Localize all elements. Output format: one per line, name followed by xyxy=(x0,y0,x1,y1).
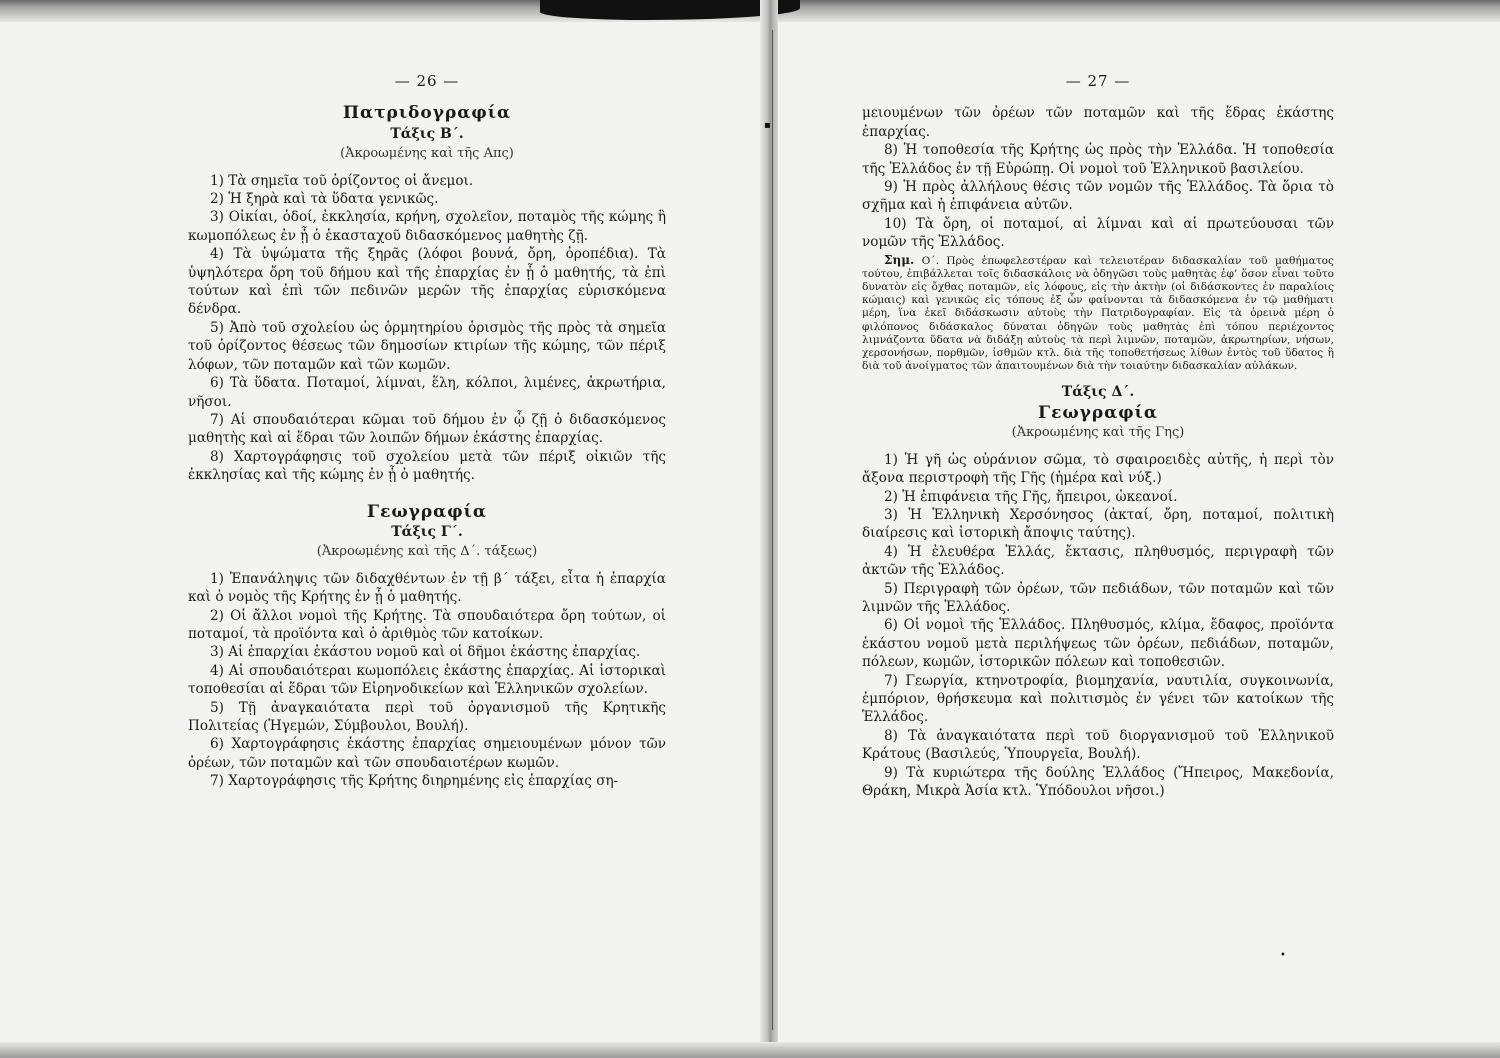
list-item: 3) Οἰκίαι, ὁδοί, ἐκκλησία, κρήνη, σχολεῖον, ποταμὸς τῆς κώμης ἢ κωμοπόλεως ἐν ᾗ ὁ ἑκασταχοῦ διδασκόμενος μαθητὴς ζῇ. xyxy=(188,209,666,244)
section-title-geografia: Γεωγραφία xyxy=(367,501,487,522)
continued-text: μειουμένων τῶν ὀρέων τῶν ποταμῶν καὶ τῆς ἕδρας ἑκάστης ἐπαρχίας. xyxy=(862,105,1334,140)
list-item: 2) Ἡ ξηρὰ καὶ τὰ ὕδατα γενικῶς. xyxy=(210,191,439,208)
section-title-patridografia: Πατριδογραφία xyxy=(342,103,512,124)
list-item: 1) Τὰ σημεῖα τοῦ ὁρίζοντος οἱ ἄνεμοι. xyxy=(210,172,474,189)
list-item: 2) Οἱ ἄλλοι νομοὶ τῆς Κρήτης. Τὰ σπουδαιότερα ὄρη τούτων, οἱ ποταμοί, τὰ προϊόντα καὶ ὁ ἀριθμὸς τῶν κατοίκων. xyxy=(188,607,666,642)
list-item: 7) Αἱ σπουδαιότεραι κῶμαι τοῦ δήμου ἐν ᾧ ζῇ ὁ διδασκόμενος μαθητὴς καὶ αἱ ἕδραι τῶν λοιπῶν δήμων ἑκάστης ἐπαρχίας. xyxy=(188,411,666,447)
list-item: 4) Ἡ ἐλευθέρα Ἑλλάς, ἔκτασις, πληθυσμός, περιγραφὴ τῶν ἀκτῶν τῆς Ἑλλάδος. xyxy=(862,543,1334,579)
section-subtitle: (Ἀκροωμένης καὶ τῆς Γης) xyxy=(1011,425,1185,441)
gutter-mark: ▪ xyxy=(764,120,771,131)
list-item: 9) Ἡ πρὸς ἀλλήλους θέσις τῶν νομῶν τῆς Ἑλλάδος. Τὰ ὅρια τὸ σχῆμα καὶ ἡ ἐπιφάνεια αὐτῶν. xyxy=(862,179,1334,214)
list-item: 9) Τὰ κυριώτερα τῆς δούλης Ἑλλάδος (Ἤπειρος, Μακεδονία, Θράκη, Μικρὰ Ἀσία κτλ. Ὑπόδουλοι νῆσοι.) xyxy=(862,764,1334,800)
section-subtitle: (Ἀκροωμένης καὶ τῆς Δ΄. τάξεως) xyxy=(316,544,538,560)
list-item: 1) Ἐπανάληψις τῶν διδαχθέντων ἐν τῇ β΄ τάξει, εἶτα ἡ ἐπαρχία καὶ ὁ νομὸς τῆς Κρήτης ἐν ᾗ ὁ μαθητής. xyxy=(188,570,666,606)
gutter-fold-line xyxy=(772,30,773,1030)
section-subtitle: (Ἀκροωμένης καὶ τῆς Απς) xyxy=(340,146,514,162)
list-item: 1) Ἡ γῆ ὡς οὐράνιον σῶμα, τὸ σφαιροειδὲς αὐτῆς, ἡ περὶ τὸν ἄξονα περιστροφὴ τῆς Γῆς (ἡμέρα καὶ νύξ.) xyxy=(862,451,1334,487)
margin-dot: • xyxy=(1280,950,1286,961)
list-item: 6) Χαρτογράφησις ἑκάστης ἐπαρχίας σημειουμένων μόνον τῶν ὀρέων, τῶν ποταμῶν καὶ τῶν σπουδαιοτέρων κωμῶν. xyxy=(188,736,666,771)
left-page xyxy=(188,60,666,791)
class-heading-d: Τάξις Δ΄. xyxy=(1061,384,1135,401)
list-item: 7) Γεωργία, κτηνοτροφία, βιομηχανία, ναυτιλία, συγκοινωνία, ἐμπόριον, θρήσκευμα καὶ πολιτισμὸς ἐν γένει τῶν κατοίκων τῆς Ἑλλάδος. xyxy=(862,672,1334,726)
list-item: 8) Τὰ ἀναγκαιότατα περὶ τοῦ διοργανισμοῦ τοῦ Ἑλληνικοῦ Κράτους (Βασιλεύς, Ὑπουργεῖα, Βουλή). xyxy=(862,727,1334,763)
scan-bottom-edge xyxy=(0,1042,1500,1058)
list-item: 4) Τὰ ὑψώματα τῆς ξηρᾶς (λόφοι βουνά, ὄρη, ὀροπέδια). Τὰ ὑψηλότερα ὄρη τοῦ δήμου καὶ τῆς ἐπαρχίας ἐν ᾗ ὁ μαθητής, τὰ ἐπὶ τούτων καὶ ἐπὶ τῶν πεδινῶν μερῶν τῆς ἐπαρχίας εὑρισκόμενα δένδρα. xyxy=(188,246,666,318)
book-gutter xyxy=(760,0,778,1058)
list-item: 8) Χαρτογράφησις τοῦ σχολείου μετὰ τῶν πέριξ οἰκιῶν τῆς ἐκκλησίας καὶ τῆς κώμης ἐν ᾗ ὁ μαθητής. xyxy=(188,448,666,484)
section-title-geografia-d: Γεωγραφία xyxy=(1038,402,1158,423)
list-item: 5) Περιγραφὴ τῶν ὀρέων, τῶν πεδιάδων, τῶν ποταμῶν καὶ τῶν λιμνῶν τῆς Ἑλλάδος. xyxy=(862,580,1334,615)
list-item: 3) Αἱ ἐπαρχίαι ἑκάστου νομοῦ καὶ οἱ δῆμοι ἑκάστης ἐπαρχίας. xyxy=(210,644,641,661)
list-item: 6) Οἱ νομοὶ τῆς Ἑλλάδος. Πληθυσμός, κλίμα, ἔδαφος, προϊόντα ἑκάστου νομοῦ μετὰ περιλήψεως τῶν ὀρέων, πεδιάδων, ποταμῶν, πόλεων, κωμῶν, ἱστορικῶν πόλεων καὶ τοποθεσιῶν. xyxy=(862,617,1334,671)
page-number-left: — 26 — xyxy=(394,72,460,90)
list-item: 10) Τὰ ὄρη, οἱ ποταμοί, αἱ λίμναι καὶ αἱ πρωτεύουσαι τῶν νομῶν τῆς Ἑλλάδος. xyxy=(862,215,1334,251)
list-item: 8) Ἡ τοποθεσία τῆς Κρήτης ὡς πρὸς τὴν Ἑλλάδα. Ἡ τοποθεσία τῆς Ἑλλάδος ἐν τῇ Εὐρώπῃ. Οἱ νομοὶ τοῦ Ἑλληνικοῦ βασιλείου. xyxy=(862,142,1334,177)
class-heading-g: Τάξις Γ΄. xyxy=(391,523,463,540)
list-item: 6) Τὰ ὕδατα. Ποταμοί, λίμναι, ἕλη, κόλποι, λιμένες, ἀκρωτήρια, νῆσοι. xyxy=(188,375,666,410)
list-item: 5) Τῇ ἀναγκαιότατα περὶ τοῦ ὀργανισμοῦ τῆς Κρητικῆς Πολιτείας (Ἡγεμών, Σύμβουλοι, Βουλή). xyxy=(188,699,666,734)
class-heading-b: Τάξις Β΄. xyxy=(390,125,464,142)
page-number-right: — 27 — xyxy=(1065,72,1131,90)
list-item: 3) Ἡ Ἑλληνικὴ Χερσόνησος (ἀκταί, ὄρη, ποταμοί, πολιτικὴ διαίρεσις καὶ ἱστορικὴ ἄποψις ταύτης). xyxy=(862,506,1334,542)
footnote xyxy=(862,254,1334,374)
right-page xyxy=(862,60,1334,800)
note-label: Σημ. xyxy=(884,252,915,267)
note-text: Ο΄. Πρὸς ἐπωφελεστέραν καὶ τελειοτέραν διδασκαλίαν τοῦ μαθήματος τούτου, ἐπιβάλλεται τοῖς διδασκάλοις νὰ ὁδηγῶσι τοὺς μαθητὰς ἐφ’ ὅσον εἶναι τοῦτο δυνατὸν εἰς ὄχθας ποταμῶν, εἰς λόφους, εἰς τὴν ἀκτὴν (οἱ διδάσκοντες ἐν παραλίοις κώμαις) καὶ γενικῶς εἰς τόπους ἐξ ὧν φαίνονται τὰ διδασκόμενα ἐν τῷ μαθήματι μέρη, ἵνα ἐκεῖ διδάσκωσιν αὐτοὺς τὴν Πατριδογραφίαν. Εἰς τὰ ὀρεινὰ μέρη ὁ φιλόπονος διδάσκαλος δύναται ὁδηγῶν τοὺς μαθητὰς ἐπὶ τόπου περιέχοντος λιμνάζοντα ὕδατα νὰ διδάξῃ αὐτοὺς τὰ περὶ λιμνῶν, ποταμῶν, ἀκρωτηρίων, νήσων, χερσονήσων, πορθμῶν, ἰσθμῶν κτλ. διὰ τῆς τοποθετήσεως λίθων ἐντὸς τοῦ ὕδατος ἢ διὰ τοῦ ἀνοίγματος τῶν ἀπαιτουμένων διὰ τὴν τοιαύτην διδασκαλίαν αὐλάκων. xyxy=(862,254,1334,373)
list-item: 5) Ἀπὸ τοῦ σχολείου ὡς ὁρμητηρίου ὁρισμὸς τῆς πρὸς τὰ σημεῖα τοῦ ὁρίζοντος θέσεως τῶν δημοσίων κτιρίων τῆς κώμης, τῶν πέριξ λόφων, τῶν ποταμῶν καὶ τῶν κωμῶν. xyxy=(188,319,666,373)
list-item: 7) Χαρτογράφησις τῆς Κρήτης διηρημένης εἰς ἐπαρχίας ση- xyxy=(210,773,619,790)
list-item: 2) Ἡ ἐπιφάνεια τῆς Γῆς, ἤπειροι, ὠκεανοί. xyxy=(884,488,1178,505)
list-item: 4) Αἱ σπουδαιότεραι κωμοπόλεις ἑκάστης ἐπαρχίας. Αἱ ἱστορικαὶ τοποθεσίαι αἱ ἕδραι τῶν Εἰρηνοδικείων καὶ Ἑλληνικῶν σχολείων. xyxy=(188,662,666,698)
